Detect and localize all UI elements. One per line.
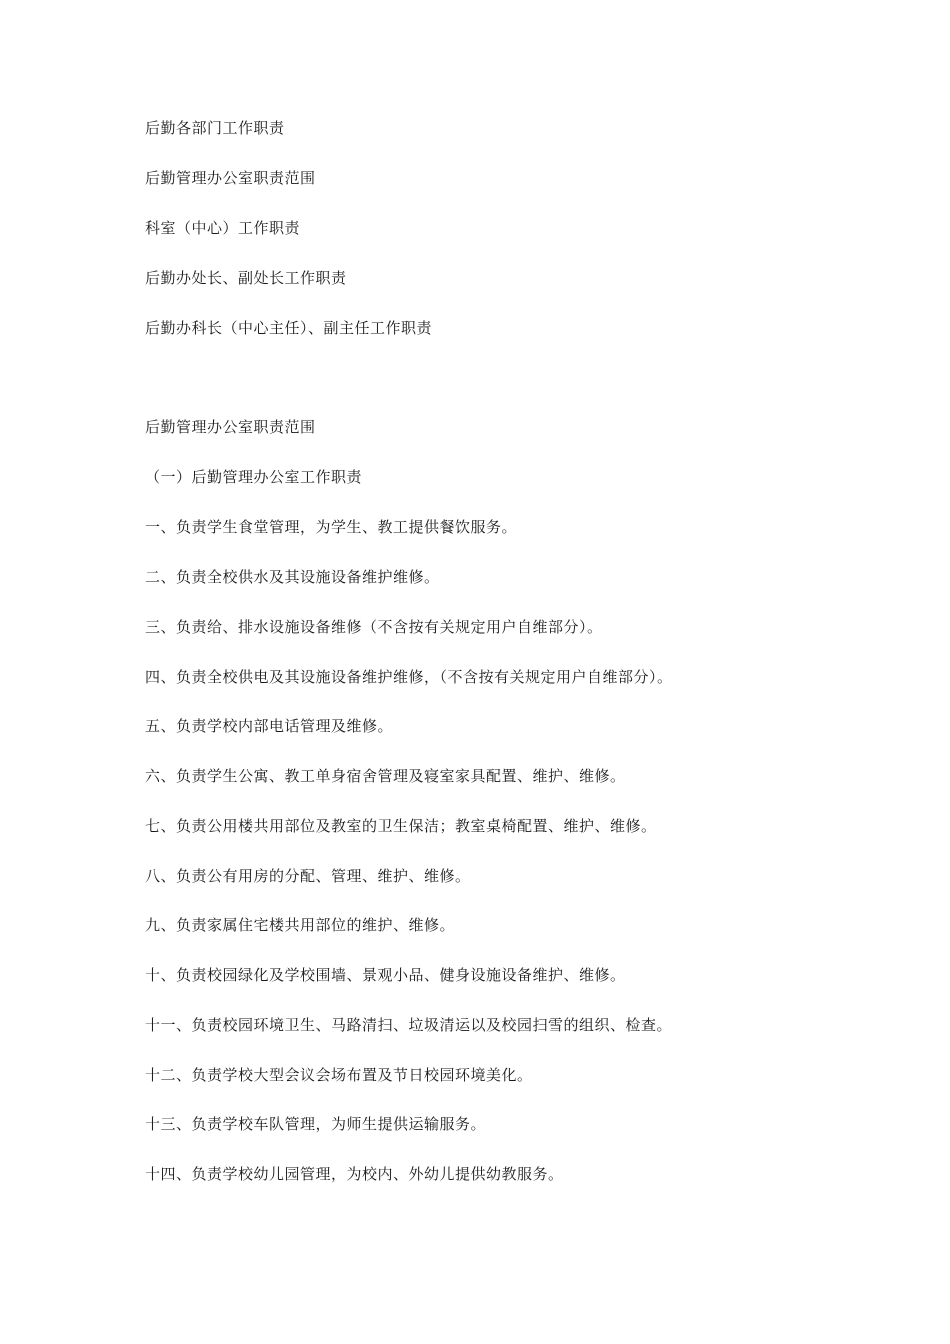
duty-item-13: 十三、负责学校车队管理，为师生提供运输服务。 [145,1115,487,1133]
toc-item-4: 后勤办处长、副处长工作职责 [145,269,347,287]
duty-item-12: 十二、负责学校大型会议会场布置及节日校园环境美化。 [145,1066,533,1084]
duty-item-3: 三、负责给、排水设施设备维修（不含按有关规定用户自维部分）。 [145,618,603,636]
duty-item-6: 六、负责学生公寓、教工单身宿舍管理及寝室家具配置、维护、维修。 [145,767,626,785]
section-subtitle: （一）后勤管理办公室工作职责 [145,468,363,486]
toc-item-1: 后勤各部门工作职责 [145,119,285,137]
section-title: 后勤管理办公室职责范围 [145,418,316,436]
duty-item-2: 二、负责全校供水及其设施设备维护维修。 [145,568,440,586]
duty-item-10: 十、负责校园绿化及学校围墙、景观小品、健身设施设备维护、维修。 [145,966,626,984]
toc-item-5: 后勤办科长（中心主任）、副主任工作职责 [145,319,433,337]
duty-item-1: 一、负责学生食堂管理，为学生、教工提供餐饮服务。 [145,518,518,536]
duty-item-14: 十四、负责学校幼儿园管理，为校内、外幼儿提供幼教服务。 [145,1165,564,1183]
toc-item-2: 后勤管理办公室职责范围 [145,169,316,187]
duty-item-5: 五、负责学校内部电话管理及维修。 [145,717,394,735]
duty-item-8: 八、负责公有用房的分配、管理、维护、维修。 [145,867,471,885]
duty-item-9: 九、负责家属住宅楼共用部位的维护、维修。 [145,916,456,934]
duty-item-11: 十一、负责校园环境卫生、马路清扫、垃圾清运以及校园扫雪的组织、检查。 [145,1016,673,1034]
toc-item-3: 科室（中心）工作职责 [145,219,301,237]
duty-item-4: 四、负责全校供电及其设施设备维护维修，（不含按有关规定用户自维部分）。 [145,668,673,686]
duty-item-7: 七、负责公用楼共用部位及教室的卫生保洁；教室桌椅配置、维护、维修。 [145,817,657,835]
